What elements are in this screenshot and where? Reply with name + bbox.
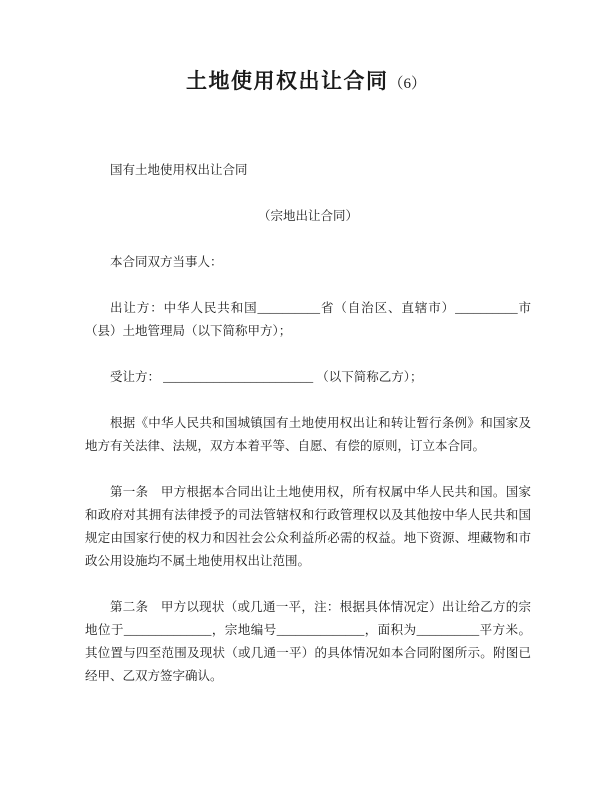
article-1-text: 甲方根据本合同出让土地使用权，所有权属中华人民共和国。国家和政府对其拥有法律授予的司法管辖权和行政管理权以及其他按中华人民共和国规定由国家行使的权力和因社会公众利益所必需的权益。地下资源、埋藏物和市政公用设施均不属土地使用权出让范围。 [85, 485, 531, 568]
document-title [0, 70, 612, 96]
article-2-paragraph [85, 596, 531, 688]
contract-subtitle: （宗地出让合同） [257, 209, 358, 223]
article-2-text: 甲方以现状（或几通一平，注：根据具体情况定）出让给乙方的宗地位于______________，宗地编号______________，面积为__________平方米。其位置与四至范围及现状（或几通一平）的具体情况如本合同附图所示。附图已经甲、乙双方签字确认。 [85, 600, 531, 683]
legal-basis-paragraph: 根据《中华人民共和国城镇国有土地使用权出让和转让暂行条例》和国家及地方有关法律、法规，双方本着平等、自愿、有偿的原则，订立本合同。 [85, 416, 531, 453]
party-a-line: 出让方：中华人民共和国__________省（自治区、直辖市）__________市（县）土地管理局（以下简称甲方）； [85, 301, 531, 338]
document-title-number: （6） [388, 76, 426, 92]
article-2-label: 第二条 [110, 600, 149, 614]
article-1-paragraph [85, 481, 531, 573]
document-body [85, 159, 531, 711]
party-b-line: 受让方： ________________________ （以下简称乙方）； [110, 370, 423, 384]
document-title-text: 土地使用权出让合同 [185, 70, 389, 93]
article-1-label: 第一条 [110, 485, 149, 499]
parties-intro-line: 本合同双方当事人： [110, 255, 223, 269]
contract-name-line: 国有土地使用权出让合同 [110, 163, 248, 177]
